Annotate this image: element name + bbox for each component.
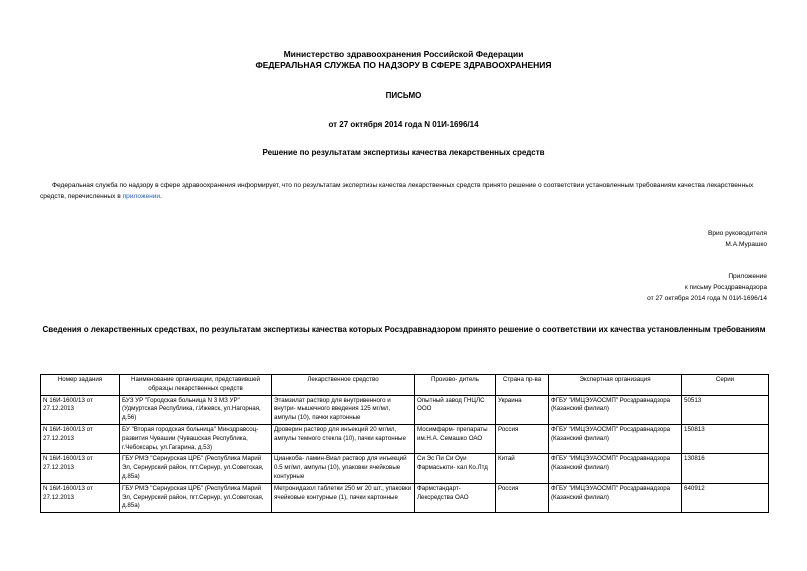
service-name: ФЕДЕРАЛЬНАЯ СЛУЖБА ПО НАДЗОРУ В СФЕРЕ ЗДРАВООХРАНЕНИЯ	[255, 60, 552, 70]
appendix-line-1: Приложение	[728, 273, 767, 280]
cell-series: 150813	[682, 424, 769, 453]
cell-manufacturer: Опытный завод ГНЦЛС ООО	[415, 395, 496, 424]
header-organization: Наименование организации, представившей образцы лекарственных средств	[120, 375, 272, 396]
table-title: Сведения о лекарственных средствах, по результатам экспертизы качества которых Росздравнадзором принято решение о соответствии их качества установленным требованиям	[42, 325, 766, 334]
appendix-line-3: от 27 октября 2014 года N 01И-1696/14	[647, 295, 767, 302]
ministry-name: Министерство здравоохранения Российской Федерации	[283, 49, 524, 59]
appendix-line-2: к письму Росздравнадзора	[684, 284, 767, 291]
cell-task-number: N 16И-1600/13 от 27.12.2013	[41, 424, 120, 453]
cell-country: Китай	[496, 454, 549, 483]
cell-task-number: N 16И-1600/13 от 27.12.2013	[41, 395, 120, 424]
signatory-name: М.А.Мурашко	[725, 241, 767, 248]
cell-country: Россия	[496, 424, 549, 453]
cell-drug: Дроверин раствор для инъекций 20 мг/мл, ампулы темного стекла (10), пачки картонные	[272, 424, 415, 453]
cell-organization: БУЗ УР "Городская больница N 3 МЗ УР" (Удмуртская Республика, г.Ижевск, ул.Нагорная, д.56)	[120, 395, 272, 424]
header-expert-org: Экспертная организация	[549, 375, 682, 396]
document-date: от 27 октября 2014 года N 01И-1696/14	[328, 120, 479, 129]
cell-manufacturer: Си Эс Пи Си Оуи Фармасьюти- кал Ко.Лтд	[415, 454, 496, 483]
cell-expert-org: ФГБУ "ИМЦЭУАОСМП" Росздравнадзора (Казанский филиал)	[549, 483, 682, 512]
cell-organization: ГБУ РМЭ "Сернурская ЦРБ" (Республика Марий Эл, Сернурский район, пгт.Сернур, ул.Советская, д.85а)	[120, 454, 272, 483]
cell-series: 640912	[682, 483, 769, 512]
header-manufacturer: Произво- дитель	[415, 375, 496, 396]
table-row	[41, 395, 769, 424]
cell-country: Украина	[496, 395, 549, 424]
cell-series: 50513	[682, 395, 769, 424]
body-text: Федеральная служба по надзору в сфере здравоохранения информирует, что по результатам экспертизы качества лекарственных средств принято решение о соответствии установленным требованиям качества лекарственных средств, перечисленных в	[40, 182, 754, 200]
table-row	[41, 454, 769, 483]
header-drug: Лекарственное средство	[272, 375, 415, 396]
drugs-table	[40, 374, 769, 513]
header-task-number: Номер задания	[41, 375, 120, 396]
cell-drug: Цианкоба- ламин-Виал раствор для инъекций 0.5 мг/мл, ампулы (10), упаковки ячейковые контурные	[272, 454, 415, 483]
document-subject: Решение по результатам экспертизы качества лекарственных средств	[262, 148, 545, 157]
cell-task-number: N 16И-1600/13 от 27.12.2013	[41, 483, 120, 512]
table-row	[41, 424, 769, 453]
header-series: Серии	[682, 375, 769, 396]
cell-organization: ГБУ РМЭ "Сернурская ЦРБ" (Республика Марий Эл, Сернурский район, пгт.Сернур, ул.Советская, д.85а)	[120, 483, 272, 512]
cell-expert-org: ФГБУ "ИМЦЭУАОСМП" Росздравнадзора (Казанский филиал)	[549, 454, 682, 483]
cell-manufacturer: Мосимфарм- препараты им.Н.А. Семашко ОАО	[415, 424, 496, 453]
appendix-block	[647, 271, 767, 304]
cell-organization: БУ "Вторая городская больница" Минздравсоц- развития Чувашии (Чувашская Республика, г.Чебоксары, ул.Гагарина, д.53)	[120, 424, 272, 453]
appendix-link[interactable]: приложении	[122, 193, 161, 200]
cell-country: Россия	[496, 483, 549, 512]
cell-drug: Метронидазол таблетки 250 мг 20 шт., упаковки ячейковые контурные (1), пачки картонные	[272, 483, 415, 512]
signature-block	[708, 228, 767, 250]
signatory-position: Врио руководителя	[707, 230, 767, 237]
document-type: ПИСЬМО	[385, 91, 422, 100]
cell-expert-org: ФГБУ "ИМЦЭУАОСМП" Росздравнадзора (Казанский филиал)	[549, 395, 682, 424]
body-paragraph	[40, 180, 768, 202]
cell-task-number: N 16И-1600/13 от 27.12.2013	[41, 454, 120, 483]
table-header-row	[41, 375, 769, 396]
cell-series: 130816	[682, 454, 769, 483]
cell-manufacturer: Фармстандарт- Лексредства ОАО	[415, 483, 496, 512]
header-country: Страна пр-ва	[496, 375, 549, 396]
table-row	[41, 483, 769, 512]
letterhead	[0, 49, 807, 71]
body-tail: .	[160, 193, 162, 200]
cell-expert-org: ФГБУ "ИМЦЭУАОСМП" Росздравнадзора (Казанский филиал)	[549, 424, 682, 453]
cell-drug: Этамзилат раствор для внутривенного и внутри- мышечного введения 125 мг/мл, ампулы (10), пачки картонные	[272, 395, 415, 424]
